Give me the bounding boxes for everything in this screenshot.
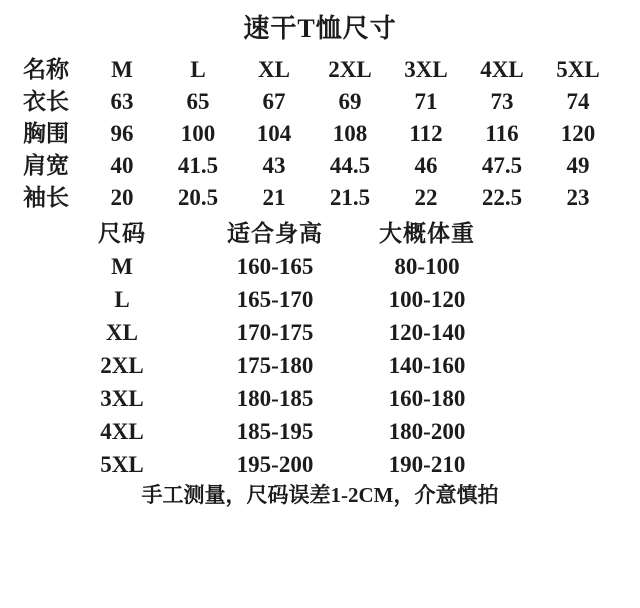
table-cell: 190-210 bbox=[388, 452, 466, 477]
row-label: M bbox=[111, 254, 133, 279]
table-cell: 69 bbox=[338, 89, 362, 114]
column-header: 适合身高 bbox=[227, 221, 323, 246]
table-cell: 195-200 bbox=[236, 452, 314, 477]
table-cell: 44.5 bbox=[329, 153, 371, 178]
table-cell: 175-180 bbox=[236, 353, 314, 378]
table-cell: 165-170 bbox=[236, 287, 314, 312]
table-cell: 96 bbox=[110, 121, 134, 146]
column-header: L bbox=[190, 57, 206, 82]
table-cell: 20 bbox=[110, 185, 134, 210]
column-header: 大概体重 bbox=[379, 221, 475, 246]
table-cell: 46 bbox=[414, 153, 438, 178]
row-label: 2XL bbox=[100, 353, 144, 378]
table-cell: 65 bbox=[186, 89, 210, 114]
row-label: XL bbox=[106, 320, 138, 345]
table-cell: 63 bbox=[110, 89, 134, 114]
row-label: 衣长 bbox=[23, 89, 69, 114]
table-cell: 108 bbox=[332, 121, 368, 146]
table-cell: 49 bbox=[566, 153, 590, 178]
row-label: 3XL bbox=[100, 386, 144, 411]
table-cell: 140-160 bbox=[388, 353, 466, 378]
table-cell: 185-195 bbox=[236, 419, 314, 444]
column-header: 尺码 bbox=[98, 221, 146, 246]
measurement-note: 手工测量，尺码误差1-2CM，介意慎拍 bbox=[141, 483, 499, 507]
row-label: 4XL bbox=[100, 419, 144, 444]
table-cell: 74 bbox=[566, 89, 590, 114]
table-cell: 180-200 bbox=[388, 419, 466, 444]
table-cell: 23 bbox=[566, 185, 590, 210]
table-cell: 116 bbox=[485, 121, 519, 146]
size-spec-table bbox=[8, 54, 640, 214]
table-cell: 47.5 bbox=[481, 153, 523, 178]
row-label: 袖长 bbox=[23, 185, 69, 210]
table-cell: 100-120 bbox=[388, 287, 466, 312]
column-header: M bbox=[111, 57, 133, 82]
column-header: 5XL bbox=[556, 57, 600, 82]
row-label: 5XL bbox=[100, 452, 144, 477]
page-title: 速干T恤尺寸 bbox=[243, 14, 397, 43]
table-cell: 41.5 bbox=[177, 153, 219, 178]
height-weight-table bbox=[42, 217, 640, 481]
column-header: 2XL bbox=[328, 57, 372, 82]
row-label: 胸围 bbox=[23, 121, 69, 146]
table-cell: 20.5 bbox=[177, 185, 219, 210]
table-cell: 160-165 bbox=[236, 254, 314, 279]
table-cell: 160-180 bbox=[388, 386, 466, 411]
table-cell: 22 bbox=[414, 185, 438, 210]
table-cell: 43 bbox=[262, 153, 286, 178]
table-cell: 120-140 bbox=[388, 320, 466, 345]
table-cell: 21.5 bbox=[329, 185, 371, 210]
row-label: 肩宽 bbox=[23, 153, 69, 178]
table-cell: 71 bbox=[414, 89, 438, 114]
table-cell: 100 bbox=[180, 121, 216, 146]
column-header: 名称 bbox=[23, 57, 69, 82]
column-header: XL bbox=[258, 57, 290, 82]
table-cell: 104 bbox=[256, 121, 292, 146]
table-cell: 22.5 bbox=[481, 185, 523, 210]
table-cell: 67 bbox=[262, 89, 286, 114]
table-cell: 73 bbox=[490, 89, 514, 114]
column-header: 4XL bbox=[480, 57, 524, 82]
table-cell: 170-175 bbox=[236, 320, 314, 345]
row-label: L bbox=[114, 287, 130, 312]
table-cell: 40 bbox=[110, 153, 134, 178]
column-header: 3XL bbox=[404, 57, 448, 82]
table-cell: 120 bbox=[560, 121, 596, 146]
table-cell: 112 bbox=[409, 121, 443, 146]
table-cell: 21 bbox=[262, 185, 286, 210]
table-cell: 80-100 bbox=[394, 254, 460, 279]
table-cell: 180-185 bbox=[236, 386, 314, 411]
